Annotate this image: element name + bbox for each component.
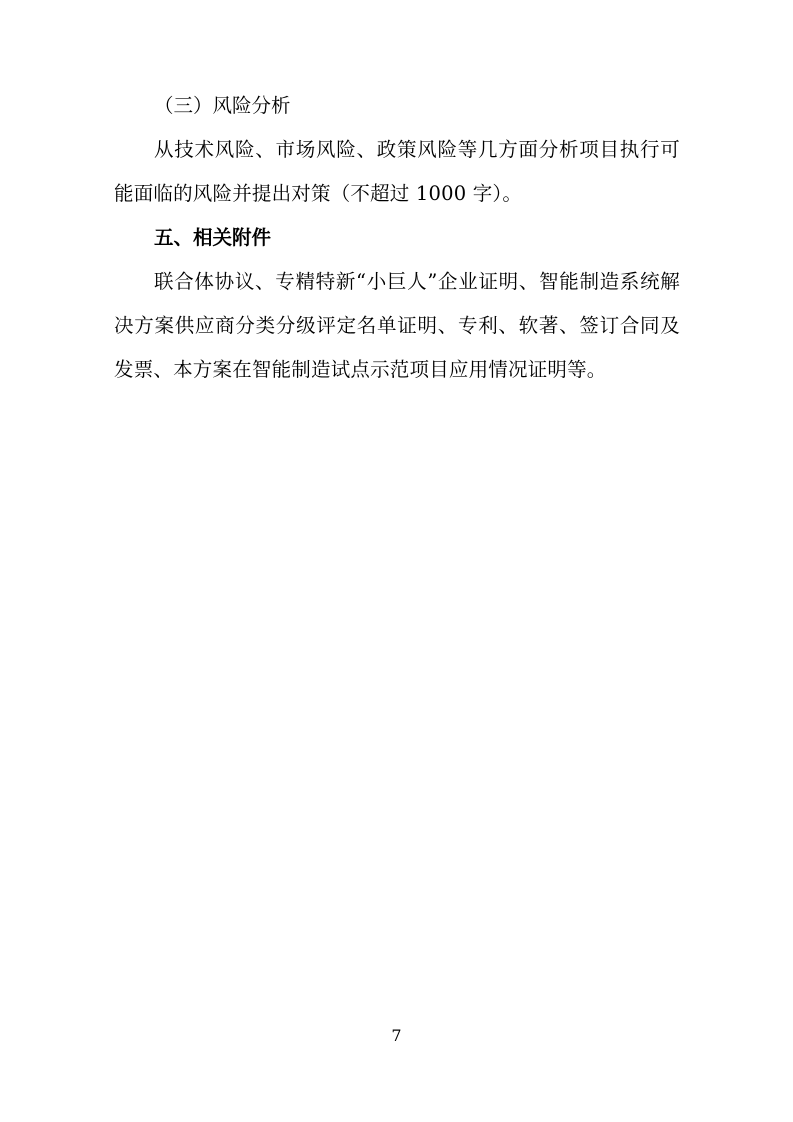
document-body (114, 84, 680, 392)
page-number: 7 (391, 1026, 402, 1045)
paragraph-risk-analysis: 从技术风险、市场风险、政策风险等几方面分析项目执行可能面临的风险并提出对策（不超过 1000 字）。 (114, 138, 680, 205)
section-heading-attachments: 五、相关附件 (154, 226, 272, 249)
section-heading-risk-analysis: （三）风险分析 (154, 94, 291, 117)
paragraph-attachments: 联合体协议、专精特新“小巨人”企业证明、智能制造系统解决方案供应商分类分级评定名单证明、专利、软著、签订合同及发票、本方案在智能制造试点示范项目应用情况证明等。 (114, 270, 680, 381)
